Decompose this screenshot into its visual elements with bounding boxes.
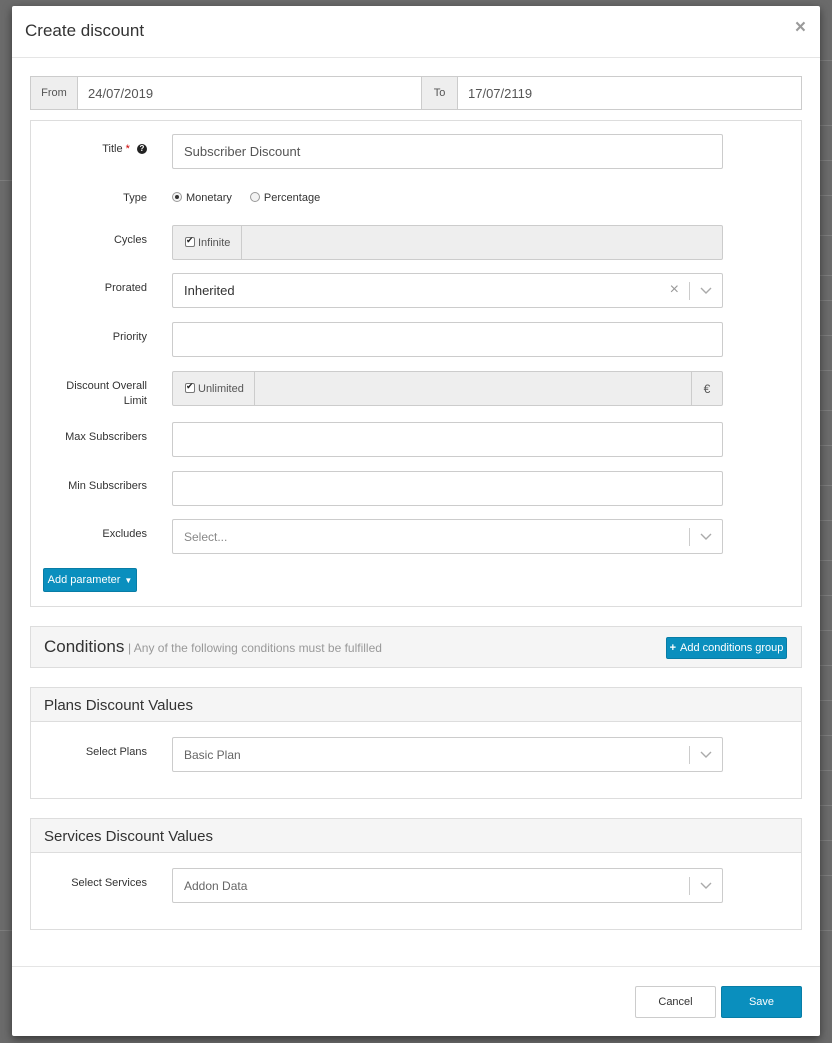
prorated-select[interactable] [172, 273, 723, 308]
overall-limit-input-group [172, 371, 723, 406]
select-services-value: Addon Data [184, 879, 248, 893]
services-section-title: Services Discount Values [44, 828, 213, 845]
min-subscribers-label: Min Subscribers [68, 480, 147, 492]
conditions-subtitle: | Any of the following conditions must be fulfilled [128, 641, 382, 655]
modal-title: Create discount [25, 21, 145, 40]
save-button[interactable] [721, 986, 802, 1018]
cancel-label: Cancel [658, 996, 693, 1008]
to-date-value: 17/07/2119 [468, 85, 533, 101]
type-option-monetary[interactable]: Monetary [172, 192, 232, 204]
type-option-percentage[interactable]: Percentage [250, 192, 320, 204]
select-plans-label: Select Plans [85, 746, 147, 758]
discount-form-panel [30, 120, 802, 607]
select-services-label: Select Services [71, 877, 147, 889]
services-discount-panel [30, 818, 802, 930]
select-plans-select[interactable] [172, 737, 723, 772]
checkbox-checked-icon[interactable] [185, 383, 195, 393]
cycles-label: Cycles [113, 234, 147, 246]
chevron-down-icon[interactable] [700, 748, 712, 760]
excludes-select[interactable] [172, 519, 723, 554]
prorated-value: Inherited [184, 283, 235, 298]
help-icon[interactable]: ? [137, 144, 147, 154]
add-parameter-button[interactable] [43, 568, 137, 592]
modal-footer-divider [12, 966, 820, 967]
to-date-input[interactable] [458, 76, 802, 110]
plans-discount-panel [30, 687, 802, 799]
plans-section-header [31, 688, 801, 722]
select-divider [689, 528, 690, 546]
unlimited-label: Unlimited [198, 383, 244, 395]
currency-addon: € [691, 372, 722, 405]
max-subscribers-label: Max Subscribers [65, 431, 147, 443]
close-icon[interactable]: × [794, 17, 806, 38]
overall-limit-unlimited-addon[interactable] [173, 372, 255, 405]
chevron-down-icon[interactable] [700, 879, 712, 891]
add-conditions-group-button[interactable] [666, 637, 787, 659]
plus-icon: + [669, 642, 677, 654]
create-discount-modal [12, 6, 820, 1036]
select-plans-value: Basic Plan [184, 748, 241, 762]
excludes-placeholder: Select... [184, 530, 228, 544]
from-date-input[interactable] [78, 76, 422, 110]
excludes-label: Excludes [102, 528, 147, 540]
save-label: Save [748, 996, 775, 1008]
chevron-down-icon[interactable] [700, 530, 712, 542]
from-label: From [30, 76, 78, 110]
title-input[interactable]: Subscriber Discount [172, 134, 723, 169]
max-subscribers-input[interactable] [172, 422, 723, 457]
plans-section-title: Plans Discount Values [44, 697, 193, 714]
priority-label: Priority [112, 331, 147, 343]
priority-input[interactable] [172, 322, 723, 357]
discount-overall-limit-label: Discount Overall Limit [66, 380, 147, 407]
select-services-select[interactable] [172, 868, 723, 903]
radio-unchecked-icon[interactable] [250, 192, 260, 202]
conditions-panel [30, 626, 802, 668]
to-label: To [422, 76, 458, 110]
clear-icon[interactable]: × [669, 281, 679, 298]
select-divider [689, 746, 690, 764]
caret-down-icon: ▼ [124, 575, 133, 585]
radio-checked-icon[interactable] [172, 192, 182, 202]
conditions-title: Conditions [44, 637, 125, 656]
required-mark: * [125, 143, 130, 155]
select-divider [689, 282, 690, 300]
cycles-infinite-addon[interactable] [173, 226, 242, 259]
add-conditions-group-label: Add conditions group [680, 642, 784, 654]
min-subscribers-input[interactable] [172, 471, 723, 506]
chevron-down-icon[interactable] [700, 284, 712, 296]
cancel-button[interactable] [635, 986, 716, 1018]
prorated-label: Prorated [104, 282, 147, 294]
date-range [30, 76, 802, 110]
type-radio-group [172, 192, 320, 204]
cycles-input-group [172, 225, 723, 260]
add-parameter-label: Add parameter [47, 574, 121, 586]
title-label: Title * ? [31, 142, 147, 157]
infinite-label: Infinite [198, 237, 231, 249]
services-section-header [31, 819, 801, 853]
from-date-value: 24/07/2019 [88, 85, 154, 101]
modal-header [12, 6, 820, 58]
select-divider [689, 877, 690, 895]
type-label: Type [123, 192, 147, 204]
checkbox-checked-icon[interactable] [185, 237, 195, 247]
